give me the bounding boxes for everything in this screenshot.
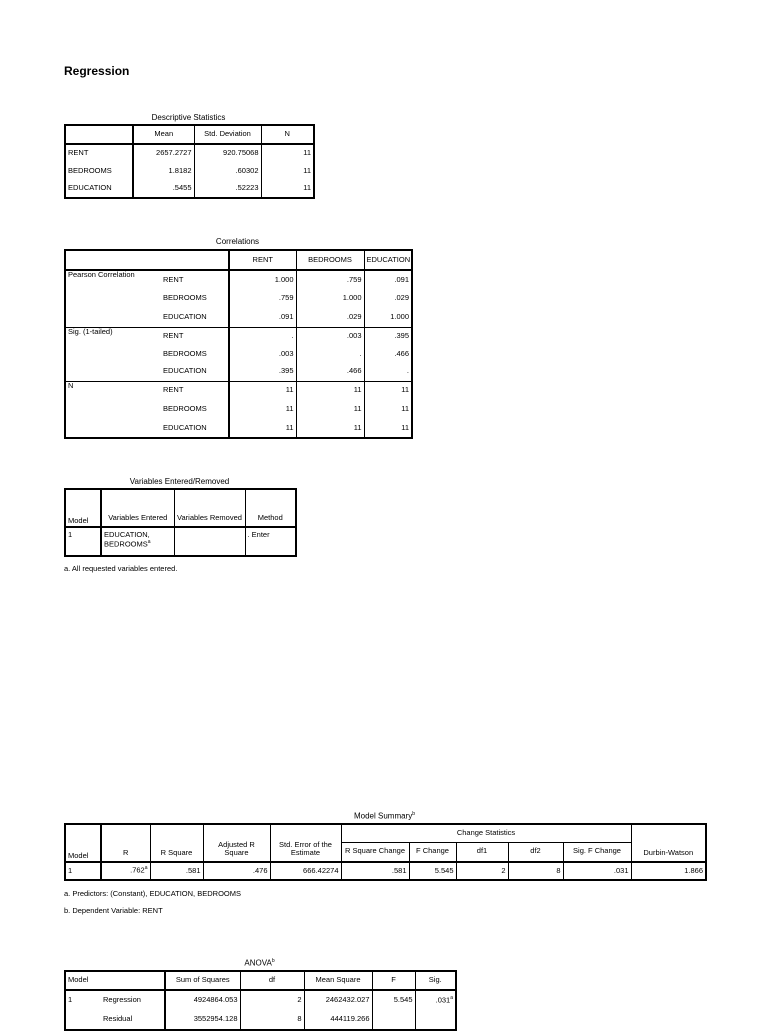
cell bbox=[372, 1010, 415, 1030]
cell: . bbox=[296, 345, 364, 363]
cell: 11 bbox=[401, 404, 409, 414]
table-row bbox=[65, 1010, 456, 1030]
table-header-row bbox=[65, 971, 456, 990]
cell: 5.545 bbox=[409, 862, 456, 880]
cell: .52223 bbox=[194, 180, 261, 198]
cell: 666.42274 bbox=[270, 862, 341, 880]
row-label: EDUCATION bbox=[161, 419, 229, 438]
header-cell: Sum of Squares bbox=[165, 971, 240, 990]
group-label: Pearson Correlation bbox=[65, 270, 161, 327]
cell: 2657.2727 bbox=[133, 144, 194, 162]
cell: 1.000 bbox=[364, 308, 412, 327]
cell: 11 bbox=[229, 400, 296, 419]
correlations-table bbox=[64, 249, 413, 439]
model-summary-caption bbox=[64, 811, 705, 821]
header-cell: R bbox=[101, 824, 150, 862]
cell bbox=[101, 862, 150, 880]
table-row bbox=[65, 180, 314, 198]
row-label: EDUCATION bbox=[161, 363, 229, 381]
header-cell: Model bbox=[65, 971, 165, 990]
variables-caption: Variables Entered/Removed bbox=[129, 477, 230, 486]
header-cell: Std. Deviation bbox=[194, 125, 261, 144]
footnote-marker: a bbox=[450, 994, 453, 1001]
footnote: a. Predictors: (Constant), EDUCATION, BEDROOMS bbox=[64, 889, 241, 898]
table-header-row bbox=[65, 824, 706, 842]
cell-text: EDUCATION, BEDROOMS bbox=[104, 530, 150, 549]
anova-table bbox=[64, 970, 457, 1031]
header-cell: Variables Entered bbox=[101, 489, 174, 527]
cell: 4924864.053 bbox=[165, 990, 240, 1010]
footnote-marker: a bbox=[144, 865, 148, 872]
table-row bbox=[65, 381, 412, 400]
group-label: Sig. (1-tailed) bbox=[65, 327, 161, 381]
row-label: 1 bbox=[68, 995, 73, 1005]
table-row bbox=[65, 162, 314, 180]
header-cell bbox=[65, 125, 133, 144]
header-cell: Adjusted R Square bbox=[203, 824, 270, 862]
table-header-row bbox=[65, 489, 296, 527]
cell: 11 bbox=[229, 419, 296, 438]
cell: .395 bbox=[229, 363, 296, 381]
row-label: BEDROOMS bbox=[161, 289, 229, 308]
header-cell: df2 bbox=[508, 842, 563, 862]
header-cell-empty bbox=[65, 250, 229, 270]
table-row bbox=[65, 862, 706, 880]
header-cell: Sig. bbox=[415, 971, 456, 990]
header-cell: Model bbox=[65, 489, 101, 527]
row-label: BEDROOMS bbox=[161, 400, 229, 419]
cell: . bbox=[364, 363, 412, 381]
cell bbox=[101, 527, 174, 556]
table-row bbox=[65, 327, 412, 345]
model-summary-table bbox=[64, 823, 707, 881]
header-cell: Method bbox=[245, 489, 296, 527]
cell: .031 bbox=[563, 862, 631, 880]
cell: 444119.266 bbox=[304, 1010, 372, 1030]
table-header-row bbox=[65, 250, 412, 270]
header-cell: Std. Error of the Estimate bbox=[270, 824, 341, 862]
anova-caption bbox=[64, 958, 455, 968]
header-cell: Sig. F Change bbox=[563, 842, 631, 862]
cell-text: .031 bbox=[435, 995, 451, 1005]
cell: 2 bbox=[240, 990, 304, 1010]
cell bbox=[174, 527, 245, 556]
cell: . Enter bbox=[247, 530, 270, 539]
group-label: N bbox=[68, 381, 74, 390]
descriptive-caption: Descriptive Statistics bbox=[151, 113, 226, 122]
table-header-row bbox=[65, 125, 314, 144]
cell: .003 bbox=[296, 327, 364, 345]
cell: .466 bbox=[394, 348, 409, 358]
cell: .581 bbox=[341, 862, 409, 880]
table-row bbox=[65, 990, 456, 1010]
page-title: Regression bbox=[64, 64, 130, 78]
cell: .029 bbox=[394, 293, 409, 303]
cell: 11 bbox=[303, 183, 311, 193]
cell: .5455 bbox=[133, 180, 194, 198]
cell: 8 bbox=[508, 862, 563, 880]
footnote-marker: a bbox=[147, 538, 151, 545]
cell: 1.8182 bbox=[133, 162, 194, 180]
caption-text: ANOVA bbox=[244, 958, 272, 968]
cell: 1.000 bbox=[229, 270, 296, 289]
correlations-caption: Correlations bbox=[215, 237, 260, 246]
cell: 5.545 bbox=[372, 990, 415, 1010]
row-label: 1 bbox=[65, 527, 101, 556]
cell: 2462432.027 bbox=[304, 990, 372, 1010]
header-cell: df1 bbox=[456, 842, 508, 862]
table-row bbox=[65, 270, 412, 289]
row-label: Residual bbox=[101, 1010, 165, 1030]
cell: .091 bbox=[229, 308, 296, 327]
footnote: a. All requested variables entered. bbox=[64, 564, 178, 573]
cell: 920.75068 bbox=[194, 144, 261, 162]
header-cell: F bbox=[372, 971, 415, 990]
cell: 11 bbox=[296, 381, 364, 400]
table-row bbox=[65, 144, 314, 162]
cell: 2 bbox=[456, 862, 508, 880]
cell: .759 bbox=[296, 270, 364, 289]
cell-text: .762 bbox=[130, 865, 145, 875]
header-cell: Variables Removed bbox=[174, 489, 245, 527]
row-label: RENT bbox=[161, 327, 229, 345]
cell: 11 bbox=[296, 419, 364, 438]
row-label: BEDROOMS bbox=[65, 162, 133, 180]
cell: .029 bbox=[296, 308, 364, 327]
cell: .395 bbox=[394, 330, 409, 340]
cell: 11 bbox=[401, 385, 409, 395]
cell: . bbox=[229, 327, 296, 345]
header-cell: Mean Square bbox=[304, 971, 372, 990]
cell: 11 bbox=[303, 165, 311, 175]
header-cell: RENT bbox=[229, 250, 296, 270]
row-label: EDUCATION bbox=[161, 308, 229, 327]
footnote: b. Dependent Variable: RENT bbox=[64, 906, 163, 915]
cell: 11 bbox=[229, 381, 296, 400]
header-cell: EDUCATION bbox=[364, 250, 412, 270]
row-label: BEDROOMS bbox=[161, 345, 229, 363]
cell: .476 bbox=[203, 862, 270, 880]
row-label: EDUCATION bbox=[65, 180, 133, 198]
cell: .759 bbox=[229, 289, 296, 308]
cell: 3552954.128 bbox=[165, 1010, 240, 1030]
cell bbox=[415, 990, 456, 1010]
row-label: RENT bbox=[161, 381, 229, 400]
header-cell: R Square Change bbox=[341, 842, 409, 862]
cell: .003 bbox=[229, 345, 296, 363]
row-label: RENT bbox=[161, 270, 229, 289]
row-label: RENT bbox=[65, 144, 133, 162]
cell: 1.000 bbox=[296, 289, 364, 308]
header-cell: Durbin-Watson bbox=[631, 824, 706, 862]
change-statistics-header: Change Statistics bbox=[341, 824, 631, 842]
header-cell: F Change bbox=[409, 842, 456, 862]
row-label: Regression bbox=[101, 990, 165, 1010]
cell: .60302 bbox=[194, 162, 261, 180]
descriptive-statistics-table bbox=[64, 124, 315, 199]
caption-text: Model Summary bbox=[353, 811, 413, 821]
cell: .581 bbox=[150, 862, 203, 880]
header-cell: Mean bbox=[133, 125, 194, 144]
header-cell: Model bbox=[65, 824, 101, 862]
cell: 11 bbox=[296, 400, 364, 419]
cell: .466 bbox=[296, 363, 364, 381]
footnote-marker: b bbox=[412, 811, 416, 817]
cell: .091 bbox=[394, 274, 409, 284]
cell: 1.866 bbox=[684, 865, 704, 875]
variables-entered-table bbox=[64, 488, 297, 557]
cell: 11 bbox=[303, 148, 311, 158]
table-row bbox=[65, 527, 296, 556]
header-cell: BEDROOMS bbox=[296, 250, 364, 270]
cell: 11 bbox=[401, 422, 409, 432]
header-cell: df bbox=[240, 971, 304, 990]
footnote-marker: b bbox=[271, 958, 275, 964]
cell bbox=[415, 1010, 456, 1030]
header-cell: R Square bbox=[150, 824, 203, 862]
header-cell: N bbox=[261, 125, 314, 144]
row-label: 1 bbox=[65, 862, 101, 880]
row-label bbox=[65, 1010, 101, 1030]
cell: 8 bbox=[240, 1010, 304, 1030]
